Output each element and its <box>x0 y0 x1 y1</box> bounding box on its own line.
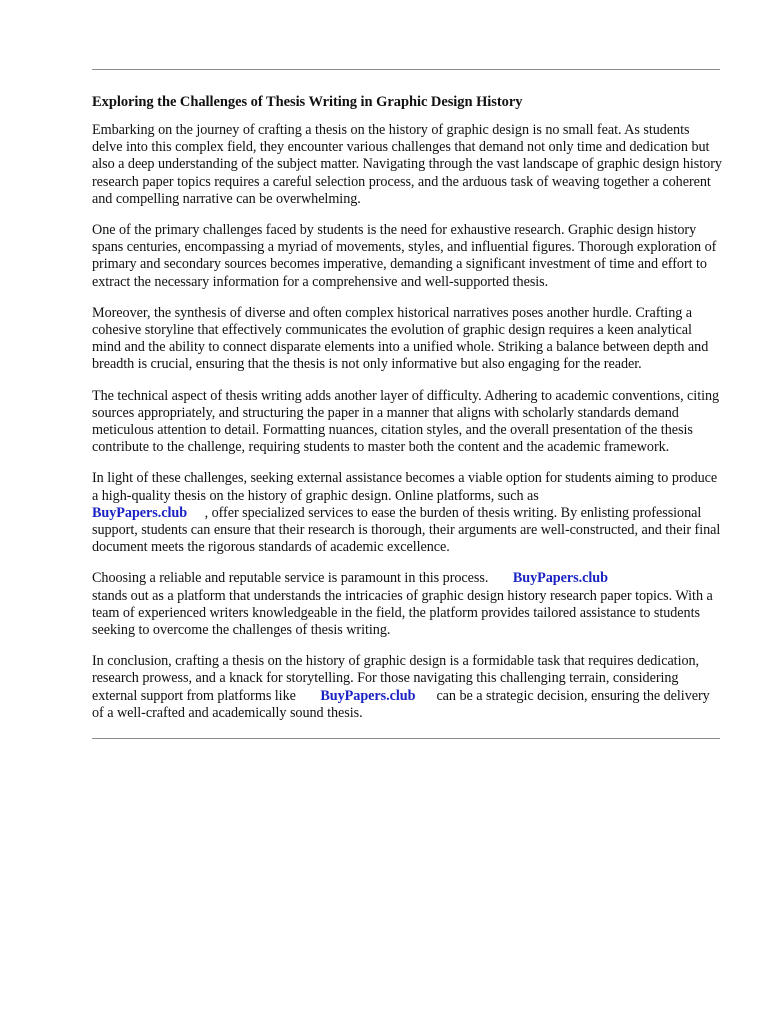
paragraph-5-text-before: In light of these challenges, seeking external assistance becomes a viable option for students aiming to produce a high-quality thesis on the history of graphic design. Online platforms, such as <box>92 470 718 504</box>
paragraph-2: One of the primary challenges faced by students is the need for exhaustive research. Graphic design history spans centuries, encompassing a myriad of movements, styles, and influential figures. Thorough exploration of primary and secondary sources becomes imperative, demanding a significant investment of time and effort to extract the necessary information for a comprehensive and well-supported thesis. <box>92 222 717 290</box>
paragraph-6-text-before: Choosing a reliable and reputable service is paramount in this process. <box>92 570 489 587</box>
paragraph-5-text-after: , offer specialized services to ease the burden of thesis writing. By enlisting professional support, students can ensure that their research is thorough, their arguments are well-constructed, and their final document meets the rigorous standards of academic excellence. <box>92 504 721 556</box>
paragraph-7 <box>92 653 722 722</box>
document-page <box>92 0 722 739</box>
paragraph-5 <box>92 470 722 556</box>
paragraph-7-text-before: In conclusion, crafting a thesis on the history of graphic design is a formidable task that requires dedication, research prowess, and a knack for storytelling. For those navigating this challenging terrain, considering external support from platforms like <box>92 653 700 704</box>
bottom-divider <box>92 738 720 739</box>
top-divider <box>92 69 720 70</box>
paragraph-1: Embarking on the journey of crafting a thesis on the history of graphic design is no small feat. As students delve into this complex field, they encounter various challenges that demand not only time and dedication but also a deep understanding of the subject matter. Navigating through the vast landscape of graphic design history research paper topics requires a careful selection process, and the arduous task of weaving together a coherent and compelling narrative can be overwhelming. <box>92 122 722 207</box>
buypapers-link-1[interactable]: BuyPapers.club <box>92 504 188 521</box>
paragraph-3: Moreover, the synthesis of diverse and often complex historical narratives poses another hurdle. Crafting a cohesive storyline that effectively communicates the evolution of graphic design requires a keen analytical mind and the ability to connect disparate elements into a unified whole. Striking a balance between depth and breadth is crucial, ensuring that the thesis is not only informative but also engaging for the reader. <box>92 304 709 373</box>
paragraph-6 <box>92 570 722 639</box>
paragraph-6-text-after: stands out as a platform that understands the intricacies of graphic design history research paper topics. With a team of experienced writers knowledgeable in the field, the platform provides tailored assistance to students seeking to overcome the challenges of thesis writing. <box>92 587 713 639</box>
paragraph-7-text-after: can be a strategic decision, ensuring the delivery of a well-crafted and academically sound thesis. <box>92 687 710 721</box>
paragraph-4: The technical aspect of thesis writing adds another layer of difficulty. Adhering to academic conventions, citing sources appropriately, and structuring the paper in a manner that aligns with scholarly standards demand meticulous attention to detail. Formatting nuances, citation styles, and the overall presentation of the thesis contribute to the challenge, requiring students to master both the content and the academic framework. <box>92 387 720 456</box>
buypapers-link-3[interactable]: BuyPapers.club <box>320 687 416 704</box>
document-title: Exploring the Challenges of Thesis Writing in Graphic Design History <box>92 94 523 110</box>
buypapers-link-2[interactable]: BuyPapers.club <box>512 570 608 587</box>
